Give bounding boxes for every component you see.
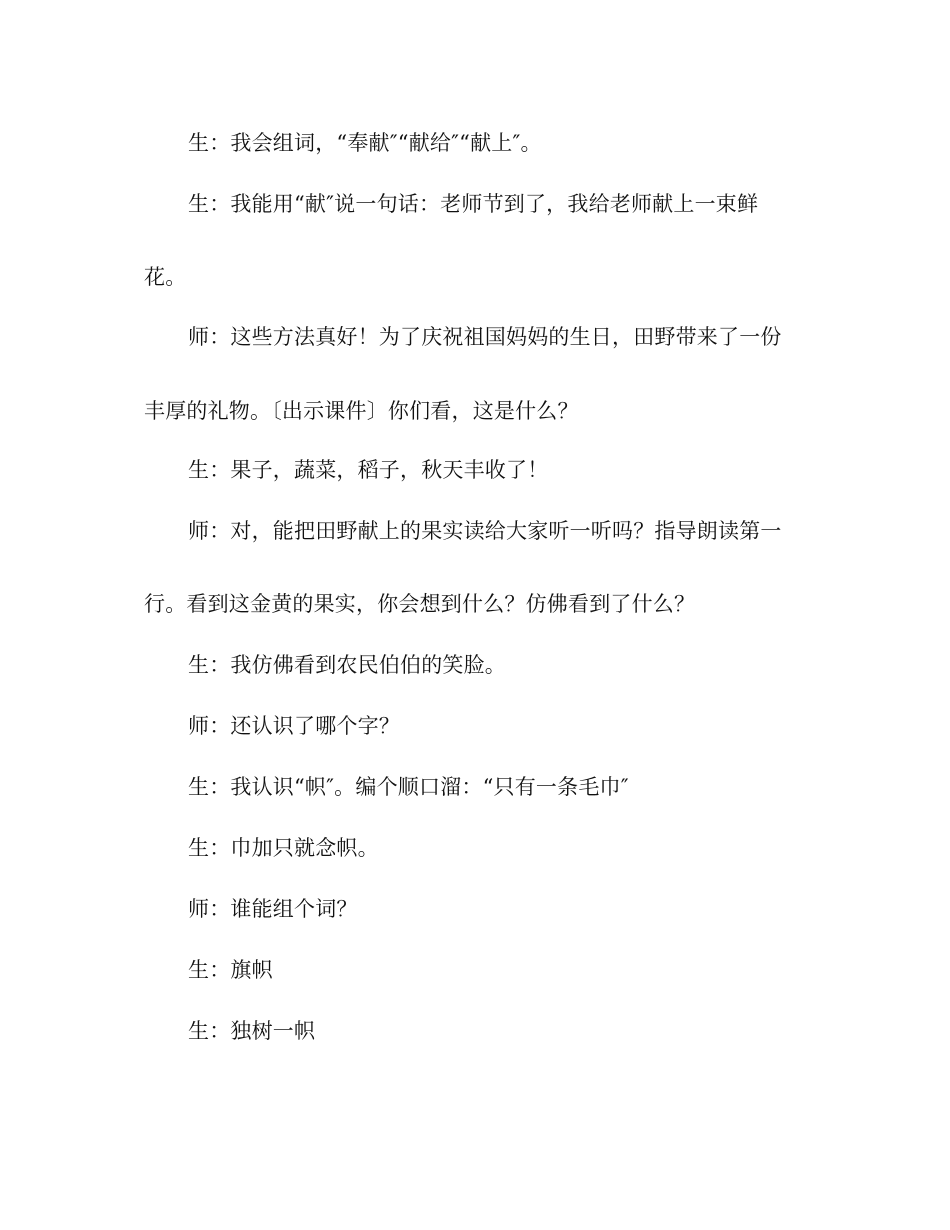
paragraph-line: 丰厚的礼物。〔出示课件〕你们看，这是什么？ [144, 399, 579, 423]
paragraph-line: 生：果子，蔬菜，稻子，秋天丰收了！ [188, 458, 549, 482]
paragraph-line: 师：对，能把田野献上的果实读给大家听一听吗？指导朗读第一 [188, 519, 782, 543]
paragraph-line: 生：我认识“帜″。编个顺口溜：“只有一条毛巾″ [188, 775, 629, 799]
paragraph-line: 生：巾加只就念帜。 [188, 836, 379, 860]
paragraph-line: 师：这些方法真好！为了庆祝祖国妈妈的生日，田野带来了一份 [188, 325, 782, 349]
paragraph-line: 生：旗帜 [188, 958, 273, 982]
paragraph-line: 师：还认识了哪个字？ [188, 714, 400, 738]
paragraph-line: 生：我会组词，“奉献″“献给″“献上″。 [188, 131, 542, 155]
paragraph-line: 生：我仿佛看到农民伯伯的笑脸。 [188, 653, 506, 677]
paragraph-line: 生：我能用“献″说一句话：老师节到了，我给老师献上一束鲜 [188, 192, 759, 216]
paragraph-line: 花。 [144, 265, 187, 289]
paragraph-line: 师：谁能组个词？ [188, 897, 358, 921]
paragraph-line: 行。看到这金黄的果实，你会想到什么？仿佛看到了什么？ [144, 592, 696, 616]
paragraph-line: 生：独树一帜 [188, 1019, 316, 1043]
